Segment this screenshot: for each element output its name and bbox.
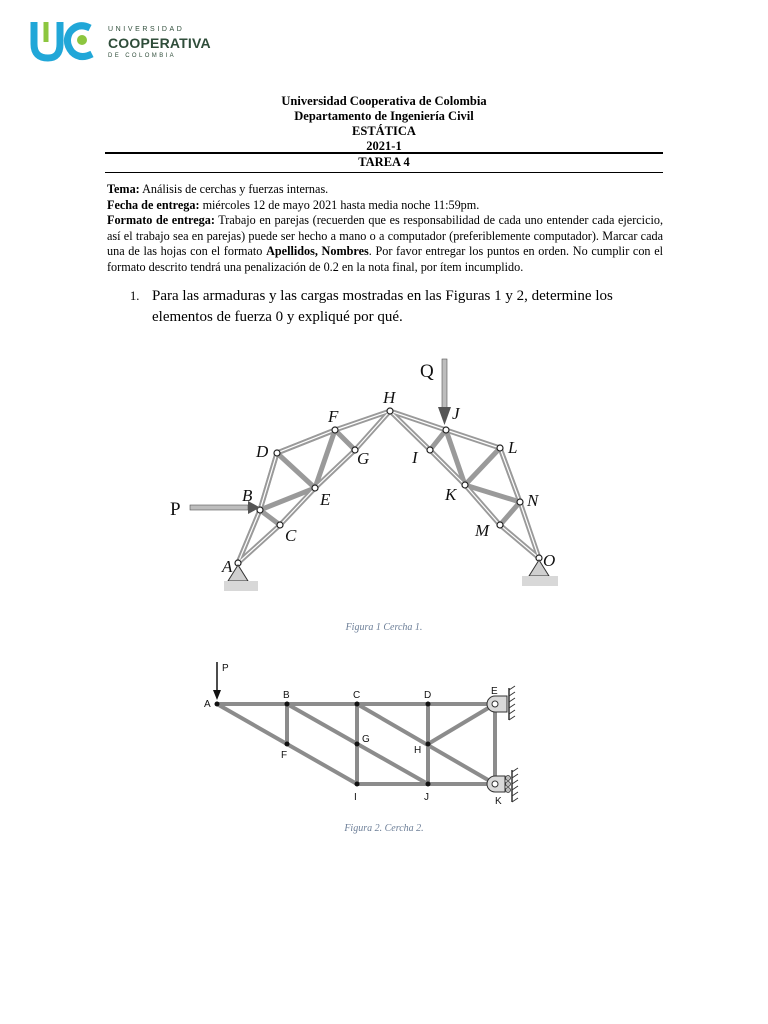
tema-line <box>107 182 663 198</box>
university-logo <box>30 18 211 64</box>
tema-label: Tema: <box>107 182 140 196</box>
document-header <box>105 94 663 154</box>
truss-1-supports <box>224 560 558 591</box>
fecha-line <box>107 198 663 214</box>
fig2-load-arrow <box>213 662 221 700</box>
department-name: Departamento de Ingeniería Civil <box>294 109 474 123</box>
fig2-label-i: I <box>354 792 357 803</box>
fig2-label-k: K <box>495 796 502 807</box>
formato-line <box>107 213 663 275</box>
truss-2-joints <box>215 702 431 787</box>
logo-line-3: DE COLOMBIA <box>108 53 177 59</box>
university-name: Universidad Cooperativa de Colombia <box>281 94 487 108</box>
figure-1-caption: Figura 1 Cercha 1. <box>345 622 423 633</box>
figure-2-truss <box>195 660 525 810</box>
fig1-load-p-label: P <box>170 499 181 520</box>
fig2-load-label: P <box>222 663 229 674</box>
fig1-label-b: B <box>242 486 253 505</box>
fig2-label-b: B <box>283 690 290 701</box>
fig1-label-a: A <box>222 557 233 576</box>
truss-1-member-highlight <box>238 411 539 563</box>
formato-value-1: Trabajo en parejas (recuerden que es responsabilidad de cada uno entender cada ejercicio, así el trabajo sea en parejas) puede ser hecho a mano o a computador (preferiblemente computador). Marcar cada una de las hojas con el formato <box>107 213 664 258</box>
fig1-label-h: H <box>383 388 396 407</box>
truss-2-supports <box>487 686 518 802</box>
fig2-label-j: J <box>424 792 429 803</box>
header-divider <box>105 152 663 154</box>
fig2-label-f: F <box>281 750 288 761</box>
fig1-label-k: K <box>445 485 457 504</box>
fig1-label-j: J <box>452 404 460 423</box>
logo-line-1: UNIVERSIDAD <box>108 26 185 33</box>
fig2-label-a: A <box>204 699 211 710</box>
fig1-label-c: C <box>285 526 297 545</box>
question-number: 1. <box>130 289 140 303</box>
uc-logo-icon <box>30 18 106 64</box>
assignment-title: TAREA 4 <box>358 155 410 169</box>
formato-value-2: . Por favor entregar los puntos en orden. No cumplir con el formato descrito tendrá una penalización de 0.2 en la nota final, por ítem incumplido. <box>107 244 663 274</box>
fig1-label-d: D <box>256 442 269 461</box>
fig1-load-q-label: Q <box>420 361 434 382</box>
fig2-label-c: C <box>353 690 361 701</box>
fig2-label-h: H <box>414 745 422 756</box>
formato-bold: Apellidos, Nombres <box>266 244 369 258</box>
fig2-label-e: E <box>491 686 498 697</box>
fig1-label-l: L <box>508 438 518 457</box>
fig1-label-e: E <box>320 490 331 509</box>
fig1-label-g: G <box>357 449 370 468</box>
fig2-label-g: G <box>362 734 370 745</box>
tema-value: Análisis de cerchas y fuerzas internas. <box>139 182 329 196</box>
load-q-arrow <box>438 359 451 425</box>
course-name: ESTÁTICA <box>352 124 416 138</box>
figure-2-caption: Figura 2. Cercha 2. <box>344 823 424 834</box>
fecha-value: miércoles 12 de mayo 2021 hasta media noche 11:59pm. <box>199 197 480 212</box>
term: 2021-1 <box>366 139 402 153</box>
fig1-label-i: I <box>412 448 418 467</box>
fig1-label-m: M <box>475 521 490 540</box>
title-divider <box>105 172 663 173</box>
assignment-info <box>107 182 663 275</box>
fig1-label-f: F <box>328 407 339 426</box>
logo-line-2: COOPERATIVA <box>108 35 211 51</box>
figure-1-truss <box>150 345 580 610</box>
fig1-label-o: O <box>543 551 556 570</box>
formato-label: Formato de entrega: <box>107 213 215 227</box>
fig2-label-d: D <box>424 690 432 701</box>
truss-1-members <box>238 411 539 563</box>
truss-1-joints <box>235 408 542 566</box>
question-text: Para las armaduras y las cargas mostradas en las Figuras 1 y 2, determine los elementos de fuerza 0 y expliqué por qué. <box>152 288 613 325</box>
fecha-label: Fecha de entrega: <box>107 197 200 212</box>
fig1-label-n: N <box>527 491 539 510</box>
